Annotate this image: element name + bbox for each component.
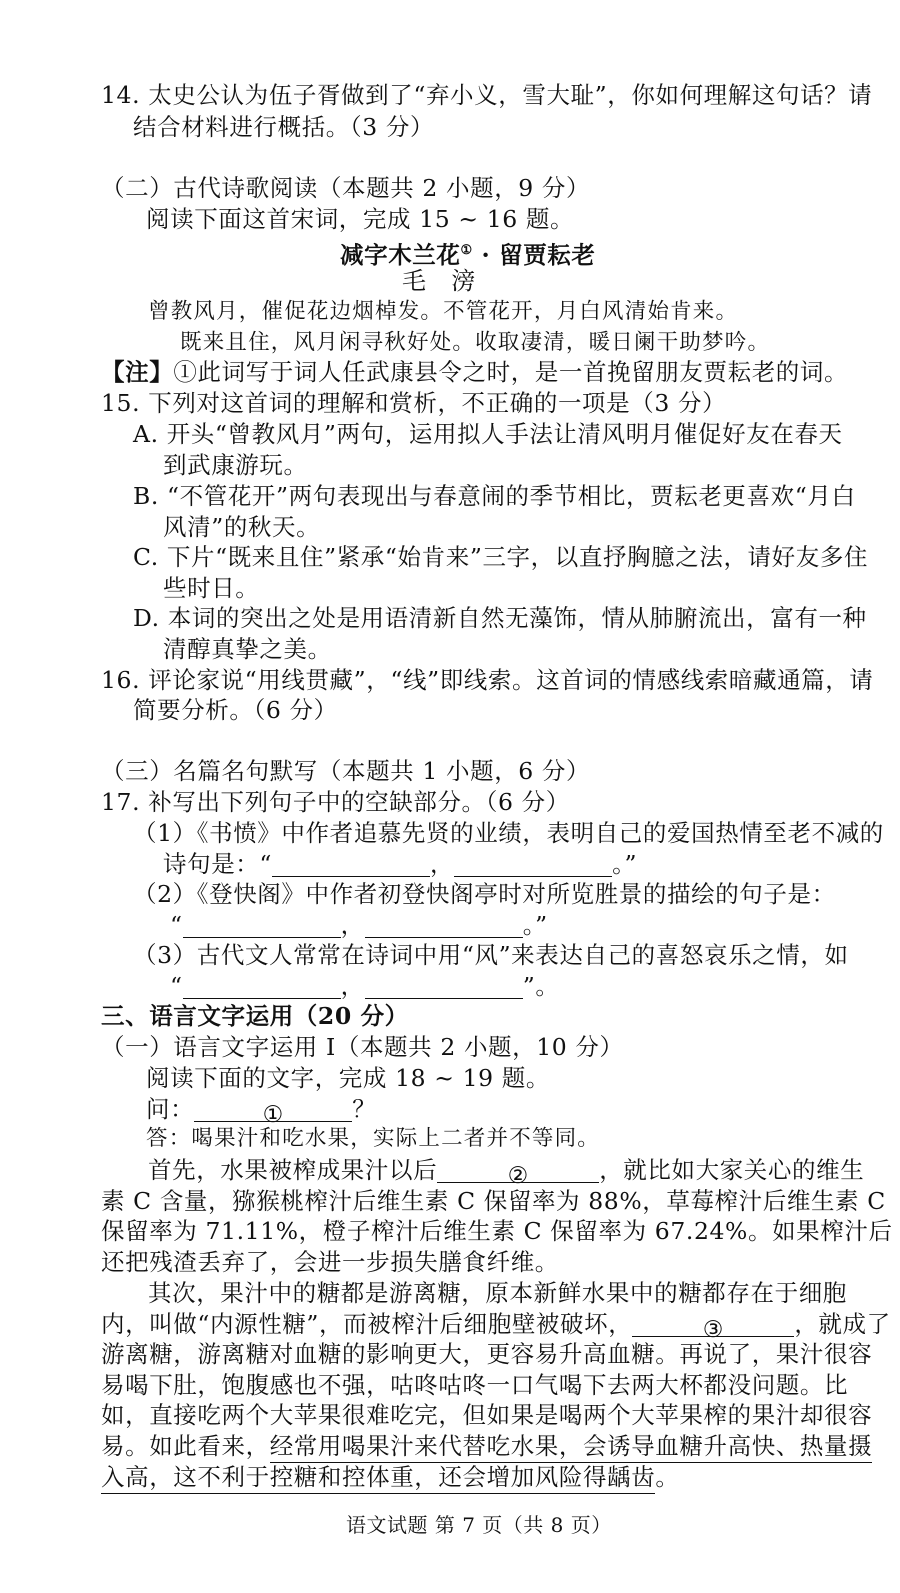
underlined-sentence-part2: 入高，这不利于控糖和控体重，还会增加风险得龋齿 [101, 1463, 655, 1494]
p2-line2-a: 内，叫做“内源性糖”，而被榨汁后细胞壁被破坏， [101, 1310, 633, 1338]
q17-sub1-line2: 诗句是：“ ， 。” [163, 850, 638, 878]
q15-option-b-line1: B. “不管花开”两句表现出与春意闹的季节相比，贾耘老更喜欢“月白 [133, 482, 856, 510]
blank-1-mark: ① [262, 1102, 284, 1128]
p2-line5: 如，直接吃两个大苹果很难吃完，但如果是喝两个大苹果榨的果汁却很容 [101, 1401, 873, 1429]
part3-intro: 阅读下面的文字，完成 18 ~ 19 题。 [146, 1064, 550, 1092]
p1-line1 [148, 1155, 865, 1189]
q17-blank-2[interactable] [454, 854, 612, 877]
p2-line2-b: ，就成了 [794, 1310, 891, 1338]
q17-blank-4[interactable] [365, 915, 523, 938]
q17-blank-3[interactable] [183, 915, 341, 938]
q17-blank-1[interactable] [272, 854, 430, 877]
section3-heading: （三）名篇名句默写（本题共 1 小题，6 分） [101, 757, 591, 785]
section2-heading: （二）古代诗歌阅读（本题共 2 小题，9 分） [101, 174, 591, 202]
q16-line1: 16. 评论家说“用线贯藏”，“线”即线索。这首词的情感线索暗藏通篇，请 [101, 666, 874, 694]
q15-option-a-line2: 到武康游玩。 [163, 451, 308, 479]
p1-line1-a: 首先，水果被榨成果汁以后 [148, 1156, 438, 1184]
underlined-sentence-part1: 经常用喝果汁来代替吃水果，会诱导血糖升高快、热量摄 [270, 1432, 873, 1463]
q15-option-d-line2: 清醇真挚之美。 [163, 635, 332, 663]
q17-sub2-line1: （2）《登快阁》中作者初登快阁亭时对所览胜景的描绘的句子是： [133, 880, 836, 908]
page-footer: 语文试题 第 7 页（共 8 页） [346, 1513, 612, 1537]
poem-line-1: 曾教风月，催促花边烟棹发。不管花开，月白风清始肯来。 [148, 299, 739, 324]
q17-sub3-line1: （3）古代文人常常在诗词中用“风”来表达自己的喜怒哀乐之情，如 [133, 941, 849, 969]
q17-blank-6[interactable] [365, 976, 523, 999]
note-text: ①此词写于词人任武康县令之时，是一首挽留朋友贾耘老的词。 [173, 358, 849, 386]
q15-option-c-line1: C. 下片“既来且住”紧承“始肯来”三字，以直抒胸臆之法，请好友多住 [133, 543, 869, 571]
poem-subtitle: · 留贾耘老 [472, 240, 596, 269]
question-line: 问： ① ？ [146, 1095, 377, 1128]
answer-line: 答：喝果汁和吃水果，实际上二者并不等同。 [146, 1126, 601, 1151]
part3-heading: 三、语言文字运用（20 分） [101, 1002, 409, 1030]
p1-line2: 素 C 含量，猕猴桃榨汁后维生素 C 保留率为 88%，草莓榨汁后维生素 C [101, 1187, 886, 1215]
blank-3[interactable] [632, 1314, 794, 1343]
q17-stem: 17. 补写出下列句子中的空缺部分。（6 分） [101, 788, 570, 816]
poem-note [101, 357, 848, 387]
note-label: 【注】 [101, 358, 174, 386]
p1-line1-b: ，就比如大家关心的维生 [599, 1156, 865, 1184]
q14-line2: 结合材料进行概括。（3 分） [133, 113, 435, 141]
p2-line6-a: 易。如此看来， [101, 1432, 270, 1460]
p2-line3: 游离糖，游离糖对血糖的影响更大，更容易升高血糖。再说了，果汁很容 [101, 1340, 873, 1368]
q17-sub1-line1: （1）《书愤》中作者追慕先贤的业绩，表明自己的爱国热情至老不减的 [133, 819, 884, 847]
p2-line6 [101, 1431, 872, 1461]
q15-option-a-line1: A. 开头“曾教风月”两句，运用拟人手法让清风明月催促好友在春天 [133, 420, 843, 448]
section2-intro: 阅读下面这首宋词，完成 15 ~ 16 题。 [146, 205, 575, 233]
q17-blank-5[interactable] [183, 976, 341, 999]
q15-option-d-line1: D. 本词的突出之处是用语清新自然无藻饰，情从肺腑流出，富有一种 [133, 604, 867, 632]
blank-2[interactable] [437, 1160, 599, 1189]
p2-line1: 其次，果汁中的糖都是游离糖，原本新鲜水果中的糖都存在于细胞 [148, 1279, 847, 1307]
poem-title-note: ① [460, 243, 473, 258]
q17-sub3-line2: “ ， ”。 [170, 972, 560, 1000]
poem-title [340, 236, 596, 270]
p2-line2 [101, 1309, 891, 1343]
p2-line7 [101, 1462, 679, 1492]
p1-line4: 还把残渣丢弃了，会进一步损失膳食纤维。 [101, 1248, 559, 1276]
q15-option-b-line2: 风清”的秋天。 [163, 513, 321, 541]
p1-line3: 保留率为 71.11%，橙子榨汁后维生素 C 保留率为 67.24%。如果榨汁后 [101, 1217, 893, 1245]
q15-stem: 15. 下列对这首词的理解和赏析，不正确的一项是（3 分） [101, 389, 727, 417]
poem-line-2: 既来且住，风月闲寻秋好处。收取凄清，暖日阑干助梦吟。 [180, 330, 771, 355]
poem-author: 毛 滂 [402, 267, 476, 295]
q17-sub1-prefix: 诗句是：“ [163, 850, 273, 878]
p2-line7-end: 。 [655, 1463, 680, 1491]
blank-2-mark: ② [507, 1163, 529, 1189]
q15-option-c-line2: 些时日。 [163, 574, 260, 602]
q14-line1: 14. 太史公认为伍子胥做到了“弃小义，雪大耻”，你如何理解这句话？请 [101, 81, 873, 109]
blank-3-mark: ③ [702, 1317, 724, 1343]
q17-sub2-line2: “ ， 。” [170, 911, 548, 939]
p2-line4: 易喝下肚，饱腹感也不强，咕咚咕咚一口气喝下去两大杯都没问题。比 [101, 1371, 849, 1399]
poem-title-text: 减字木兰花 [340, 240, 461, 269]
q16-line2: 简要分析。（6 分） [133, 696, 338, 724]
part3-sub-heading: （一）语言文字运用 Ⅰ（本题共 2 小题，10 分） [101, 1033, 624, 1061]
ask-label: 问： [146, 1095, 195, 1123]
